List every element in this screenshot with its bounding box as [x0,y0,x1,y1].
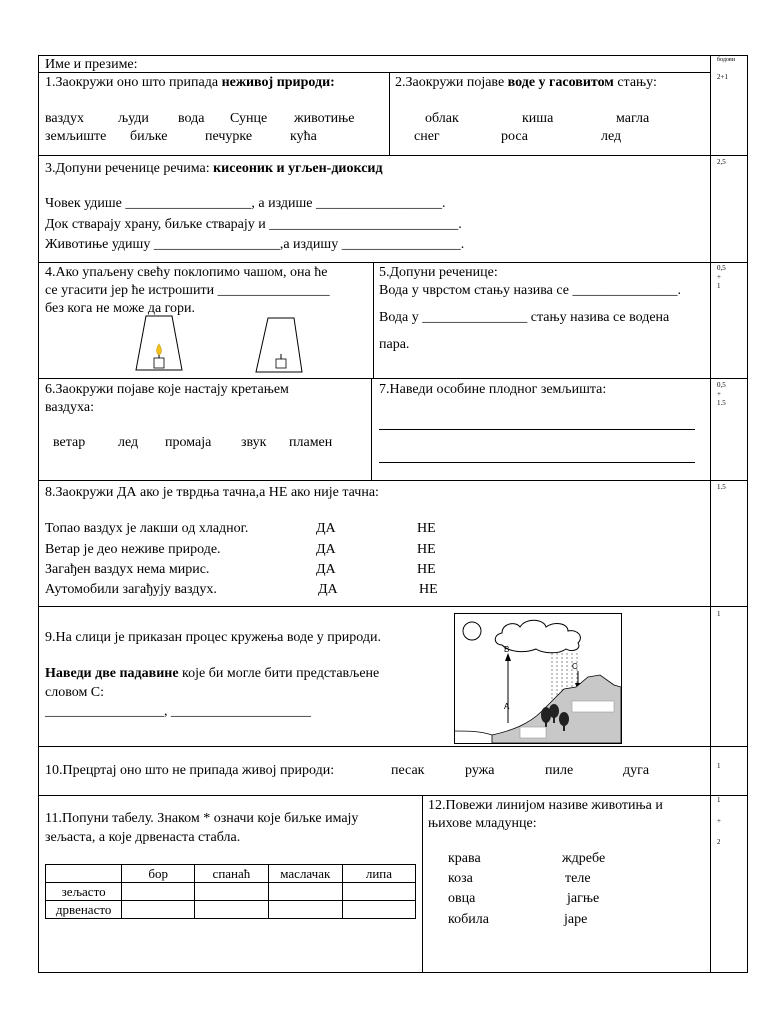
q8-heading: 8.Заокружи ДА ако је тврдња тачна,а НЕ ако није тачна: [45,485,379,500]
q8-yes-option[interactable]: ДА [316,521,336,536]
q1-option[interactable]: људи [118,111,149,126]
candle-glass-illustration [130,312,310,374]
young-name[interactable]: јагње [567,891,600,906]
q8-no-option[interactable]: НЕ [419,582,438,597]
q9-text: Наведи две падавине које би могле бити представљене [45,666,380,681]
q1-option[interactable]: Сунце [230,111,268,126]
young-name[interactable]: теле [565,871,591,886]
table-row [46,901,416,919]
q11-q12-points: 1 + 2 [717,796,721,846]
q3-points: 2,5 [717,158,726,166]
q4-text: 4.Ако упаљену свећу поклопимо чашом, она ће [45,265,328,280]
q2-heading: 2.Заокружи појаве воде у гасовитом стању: [395,75,657,90]
young-name[interactable]: јаре [564,912,588,927]
row-divider [38,72,710,73]
row-divider [38,746,748,747]
animal-name[interactable]: коза [448,871,473,886]
q8-yes-option[interactable]: ДА [316,562,336,577]
q8-no-option[interactable]: НЕ [417,562,436,577]
answer-cell[interactable] [195,901,269,919]
answer-cell[interactable] [342,883,415,901]
q5-text[interactable]: Вода у чврстом стању назива се _______________. [379,283,681,298]
table-header-row [46,865,416,883]
q8-yes-option[interactable]: ДА [316,542,336,557]
label-blank [520,727,546,738]
q4-q5-points: 0,5 + 1 [717,264,726,290]
q4-text[interactable]: се угасити јер ће истрошити ________________ [45,283,330,298]
table-header-cell [46,865,122,883]
animal-name[interactable]: овца [448,891,476,906]
name-label: Име и презиме: [45,57,138,72]
table-header-cell: спанаћ [195,865,269,883]
q11-text: 11.Попуни табелу. Знаком * означи које биљке имају [45,811,359,826]
q3-sentence[interactable]: Човек удише __________________, а издише __________________. [45,196,446,211]
q3-sentence[interactable]: Животиње удишу __________________,а издишу _________________. [45,237,465,252]
q8-yes-option[interactable]: ДА [318,582,338,597]
border-right [747,55,748,973]
q1-option[interactable]: вода [178,111,205,126]
q2-option[interactable]: роса [501,129,528,144]
q1-option[interactable]: животиње [294,111,355,126]
row-divider [38,155,748,156]
q2-option[interactable]: магла [616,111,650,126]
q10-points: 1 [717,762,721,770]
q10-option[interactable]: дуга [623,763,650,778]
glass-with-extinguished-candle [256,318,302,372]
q3-sentence[interactable]: Док стварају храну, биљке стварају и ___________________________. [45,217,462,232]
q5-text: 5.Допуни реченице: [379,265,498,280]
q9-answer[interactable]: _________________, ____________________ [45,704,311,719]
q12-text: 12.Повежи линијом називе животиња и [428,798,663,813]
answer-cell[interactable] [268,883,342,901]
q6-text: 6.Заокружи појаве које настају кретањем [45,382,289,397]
water-cycle-figure [454,613,622,744]
young-name[interactable]: ждребе [562,851,606,866]
table-header-cell: бор [122,865,195,883]
q1-q2-points: 2+1 [717,73,728,81]
points-column-divider [710,55,711,973]
row-divider [38,378,748,379]
figure-label: B [504,645,510,654]
q9-points: 1 [717,610,721,618]
table-header-cell: маслачак [268,865,342,883]
answer-cell[interactable] [268,901,342,919]
q1-option[interactable]: ваздух [45,111,85,126]
q7-text: 7.Наведи особине плодног земљишта: [379,382,607,397]
q1-heading: 1.Заокружи оно што припада неживој природи: [45,75,335,90]
col-divider-q4-q5 [373,262,374,378]
q7-answer-line[interactable] [379,429,695,430]
q1-option[interactable]: земљиште [45,129,107,144]
q6-option[interactable]: ветар [53,435,86,450]
points-header: бодови [717,57,735,63]
figure-label: A [504,702,510,711]
q9-text: словом С: [45,685,105,700]
answer-cell[interactable] [195,883,269,901]
q5-text: пара. [379,337,410,352]
q10-option[interactable]: песак [391,763,425,778]
q10-option[interactable]: пиле [545,763,574,778]
q8-statement: Топао ваздух је лакши од хладног. [45,521,249,536]
q11-text: зељаста, а које дрвенаста стабла. [45,830,241,845]
q3-heading: 3.Допуни реченице речима: кисеоник и угљен-диоксид [45,161,383,176]
q6-option[interactable]: звук [241,435,267,450]
animal-name[interactable]: кобила [448,912,489,927]
q8-statement: Загађен ваздух нема мирис. [45,562,210,577]
glass-with-lit-candle [136,316,182,370]
answer-cell[interactable] [342,901,415,919]
q8-statement: Аутомобили загађују ваздух. [45,582,217,597]
border-bottom [38,972,748,973]
q10-text: 10.Прецртај оно што не припада живој природи: [45,763,335,778]
q4-text: без кога не може да гори. [45,301,196,316]
q7-answer-line[interactable] [379,462,695,463]
q6-text: ваздуха: [45,400,94,415]
row-divider [38,606,748,607]
q12-text: њихове младунце: [428,816,537,831]
border-top [38,55,748,56]
table-row [46,883,416,901]
col-divider-q11-q12 [422,795,423,973]
figure-label: C [572,662,578,671]
q8-no-option[interactable]: НЕ [417,542,436,557]
table-header-cell: липа [342,865,415,883]
q6-option[interactable]: промаја [165,435,212,450]
col-divider-q6-q7 [371,378,372,480]
q1-option[interactable]: печурке [205,129,253,144]
q9-text: 9.На слици је приказан процес кружења воде у природи. [45,630,382,645]
border-left [38,55,39,973]
q8-no-option[interactable]: НЕ [417,521,436,536]
q10-option[interactable]: ружа [465,763,495,778]
row-divider [38,480,748,481]
q2-option[interactable]: снег [414,129,440,144]
q6-option[interactable]: пламен [289,435,333,450]
q2-option[interactable]: лед [601,129,622,144]
answer-cell[interactable] [122,883,195,901]
q8-statement: Ветар је део неживе природе. [45,542,221,557]
animal-name[interactable]: крава [448,851,481,866]
answer-cell[interactable] [122,901,195,919]
row-label: зељасто [46,883,122,901]
row-divider [38,262,748,263]
q8-points: 1.5 [717,483,726,491]
q2-option[interactable]: облак [425,111,459,126]
row-label: дрвенасто [46,901,122,919]
q5-text[interactable]: Вода у _______________ стању назива се водена [379,310,670,325]
q1-option[interactable]: кућа [290,129,317,144]
q6-option[interactable]: лед [118,435,139,450]
q1-option[interactable]: биљке [130,129,168,144]
label-blank [572,701,614,712]
row-divider [38,795,748,796]
plant-stem-table [45,864,416,919]
q2-option[interactable]: киша [522,111,554,126]
q6-q7-points: 0,5 + 1.5 [717,381,726,407]
col-divider-q1-q2 [389,72,390,156]
